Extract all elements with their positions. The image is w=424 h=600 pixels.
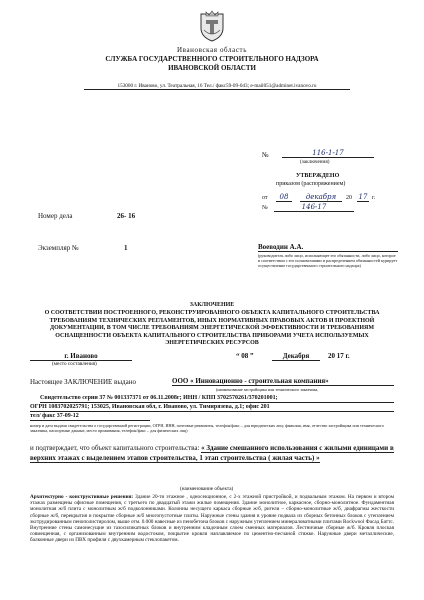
registration-caption: (заключения) [300,159,330,165]
date-month: Декабря [272,352,320,361]
issued-details-3: тел/ факс 37-09-12 [30,413,150,421]
coat-of-arms-emblem [198,10,226,42]
architecture-text: Здание 20-ти этажное , односекционное, с 2-х этажной пристройкой, и подвальным этажом. На первом и втором этажах размещены офисные помещения, с третьего по двадцатый этажи жилые помещения. Здание монолитное, каркасное, сборно-монолитное. Фундаментная монолитная ж/б плита с монолитным ж/б подколонниками. Колонны несущего каркаса сборные ж/б, ригели – сборно-монолитные ж/б, диафрагмы жесткости сборные ж/б, перекрытия и покрытие сборные ж/б многопустотные плиты. Наружные стены здания в уровне подвала из сборных бетонных блоков с утеплением экструдированным пенополистиролом, выше отм. 0.000 навесные из пенобетона блоков с наружным утеплением минераловатными плитами Rockwool Фасад Баттс. Внутренние стены самонесущие из газосиликатных блоков и внутренним кладочным слоем сменных материалов. Лестничные сборные ж/б. Кровля плоская совмещенная, с организованным внутренним водостоком, покрытие кровли наплавляемое по цементно-песчаной стяжке. Наружные двери металлические, балконные двери из ПВХ профиля с двухкамерным стеклопакетом. [30,494,395,544]
issued-details-2: ОГРН 1083702025791; 153025, Ивановская обл, г. Иваново, ул. Тимирязева, д.1; офис 201 [30,404,394,412]
object-name: « Здание смешанного использования с жилыми единицами в верхних этажах с выделением этапов строительства, 1 этап строительства ( жилая часть) » [30,444,394,462]
architecture-section [30,494,394,544]
region-name: Ивановская область [176,46,247,54]
object-caption: (наименование объекта) [180,486,234,492]
requisites-note: номер и дата выдачи свидетельства о государственной регистрации, ОГРН, ИНН, почтовые реквизиты, телефон/факс – для юридических лиц; фамилия, имя, отчество застройщика или технического заказчика, паспортные данные, место проживания, телефон/факс – для физических лиц) [30,423,384,433]
copy-label: Экземпляр № [38,244,79,252]
approval-title: УТВЕРЖДЕНО [296,173,340,179]
approval-day: 08 [276,193,292,202]
date-day: “ 08 ” [236,352,254,360]
approval-month: декабря [300,193,342,202]
case-value: 26- 16 [117,212,136,220]
conclusion-heading: ЗАКЛЮЧЕНИЕ [189,302,235,308]
registration-no-sign: № [262,151,269,159]
place: г. Иваново [30,352,132,361]
issued-details-1: Свидетельство серии 37 № 001337371 от 06.11.2008г; ИНН / КПП 3702570261/370201001; [40,395,394,403]
agency-address: 153000 г. Иваново, ул. Театральная, 16 Тел./ факс59-09-043; e-mail051@adminet.ivanovo.ru [84,83,350,90]
case-label: Номер дела [38,212,73,220]
architecture-label: Архитектурно - конструктивные решения: [30,494,134,500]
approval-year: 17 [358,193,368,201]
coat-of-arms-icon [198,10,226,42]
date-year: 20 17 г. [328,352,350,360]
approval-order-number: 146-17 [274,203,354,212]
official-name: Воеводин А.А. [258,243,398,252]
approval-year-suffix: г. [372,195,376,201]
object-prefix: и подтверждает, что объект капитального строительства: [30,444,200,452]
approval-from: от [262,195,268,201]
official-note: (руководитель либо лицо, исполняющее его обязанности, либо лицо, которое в соответствии с его полномочиями и распределением обязанностей курирует осуществление государственного строительного надзора) [258,253,398,268]
object-description [30,444,394,463]
issued-org-caption: (наименование застройщика или технического заказчика, [216,387,319,392]
copy-value: 1 [124,244,128,252]
agency-region: ИВАНОВСКОЙ ОБЛАСТИ [168,64,256,72]
registration-number: 116-1-17 [282,149,374,158]
approval-year-prefix: 20 [346,195,352,201]
place-caption: (место составления) [52,361,97,367]
issued-org: ООО « Инновационно - строительная компания» [172,377,394,386]
approval-no-sign: № [262,205,268,211]
issued-prefix: Настоящее ЗАКЛЮЧЕНИЕ выдано [30,378,136,386]
conclusion-title: О СООТВЕТСТВИИ ПОСТРОЕННОГО, РЕКОНСТРУИРОВАННОГО ОБЪЕКТА КАПИТАЛЬНОГО СТРОИТЕЛЬСТВА ТРЕБОВАНИЯМ ТЕХНИЧЕСКИХ РЕГЛАМЕНТОВ, ИНЫХ НОРМАТИВНЫХ ПРАВОВЫХ АКТОВ И ПРОЕКТНОЙ ДОКУМЕНТАЦИИ, В ТОМ ЧИСЛЕ ТРЕБОВАНИЯМ ЭНЕРГЕТИЧЕСКОЙ ЭФФЕКТИВНОСТИ И ТРЕБОВАНИЯМ ОСНАЩЕННОСТИ ОБЪЕКТА КАПИТАЛЬНОГО СТРОИТЕЛЬСТВА ПРИБОРАМИ УЧЕТА ИСПОЛЬЗУЕМЫХ ЭНЕРГЕТИЧЕСКИХ РЕСУРСОВ [44,310,380,347]
approval-order: приказом (распоряжением) [276,181,346,187]
agency-name: СЛУЖБА ГОСУДАРСТВЕННОГО СТРОИТЕЛЬНОГО НАДЗОРА [105,55,319,63]
